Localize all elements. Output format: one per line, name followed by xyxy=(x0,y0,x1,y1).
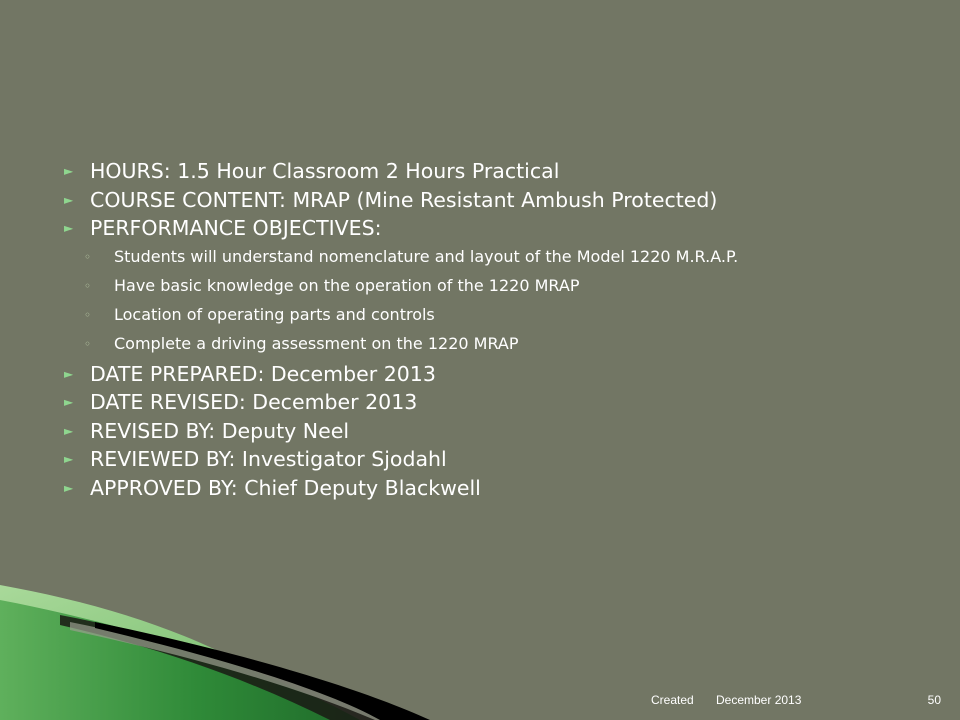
footer-created-label: Created xyxy=(651,693,694,707)
bullet-text: REVIEWED BY: Investigator Sjodahl xyxy=(90,447,447,471)
sub-bullet-text: Have basic knowledge on the operation of the 1220 MRAP xyxy=(114,275,580,295)
bullet-text: COURSE CONTENT: MRAP (Mine Resistant Ambush Protected) xyxy=(90,187,718,212)
sub-bullet-text: Location of operating parts and controls xyxy=(114,304,435,324)
footer-date: December 2013 xyxy=(716,693,802,707)
sub-bullet-item xyxy=(62,302,922,328)
green-arrow-bullet-icon: ► xyxy=(64,192,74,207)
bullet-text: REVISED BY: Deputy Neel xyxy=(90,418,350,443)
bullet-item xyxy=(62,157,922,186)
sub-bullet-item xyxy=(62,244,922,270)
green-arrow-bullet-icon: ► xyxy=(64,221,74,235)
bullet-text: PERFORMANCE OBJECTIVES: xyxy=(90,216,382,240)
slide-content xyxy=(62,157,922,502)
green-arrow-bullet-icon: ► xyxy=(64,480,74,495)
ring-bullet-icon: ◦ xyxy=(84,336,92,351)
green-arrow-bullet-icon: ► xyxy=(64,452,74,466)
green-arrow-bullet-icon: ► xyxy=(64,164,74,178)
slide-number: 50 xyxy=(927,693,941,707)
green-arrow-bullet-icon: ► xyxy=(64,366,74,381)
bullet-item xyxy=(62,474,922,503)
bullet-item xyxy=(62,186,922,215)
bullet-item xyxy=(62,388,922,417)
sub-bullet-text: Complete a driving assessment on the 1220 MRAP xyxy=(114,333,519,353)
bullet-text: HOURS: 1.5 Hour Classroom 2 Hours Practical xyxy=(90,159,560,183)
bullet-item xyxy=(62,360,922,389)
bullet-text: APPROVED BY: Chief Deputy Blackwell xyxy=(90,475,481,500)
ring-bullet-icon: ◦ xyxy=(84,278,92,293)
ring-bullet-icon: ◦ xyxy=(84,249,92,264)
sub-bullet-text: Students will understand nomenclature and layout of the Model 1220 M.R.A.P. xyxy=(114,246,739,266)
ring-bullet-icon: ◦ xyxy=(84,307,92,322)
bullet-item xyxy=(62,417,922,446)
bullet-item xyxy=(62,445,922,474)
green-arrow-bullet-icon: ► xyxy=(64,423,74,438)
sub-bullet-item xyxy=(62,331,922,357)
sub-bullet-item xyxy=(62,273,922,299)
bullet-text: DATE REVISED: December 2013 xyxy=(90,390,418,414)
bullet-text: DATE PREPARED: December 2013 xyxy=(90,361,436,386)
green-arrow-bullet-icon: ► xyxy=(64,395,74,409)
bullet-item xyxy=(62,214,922,243)
